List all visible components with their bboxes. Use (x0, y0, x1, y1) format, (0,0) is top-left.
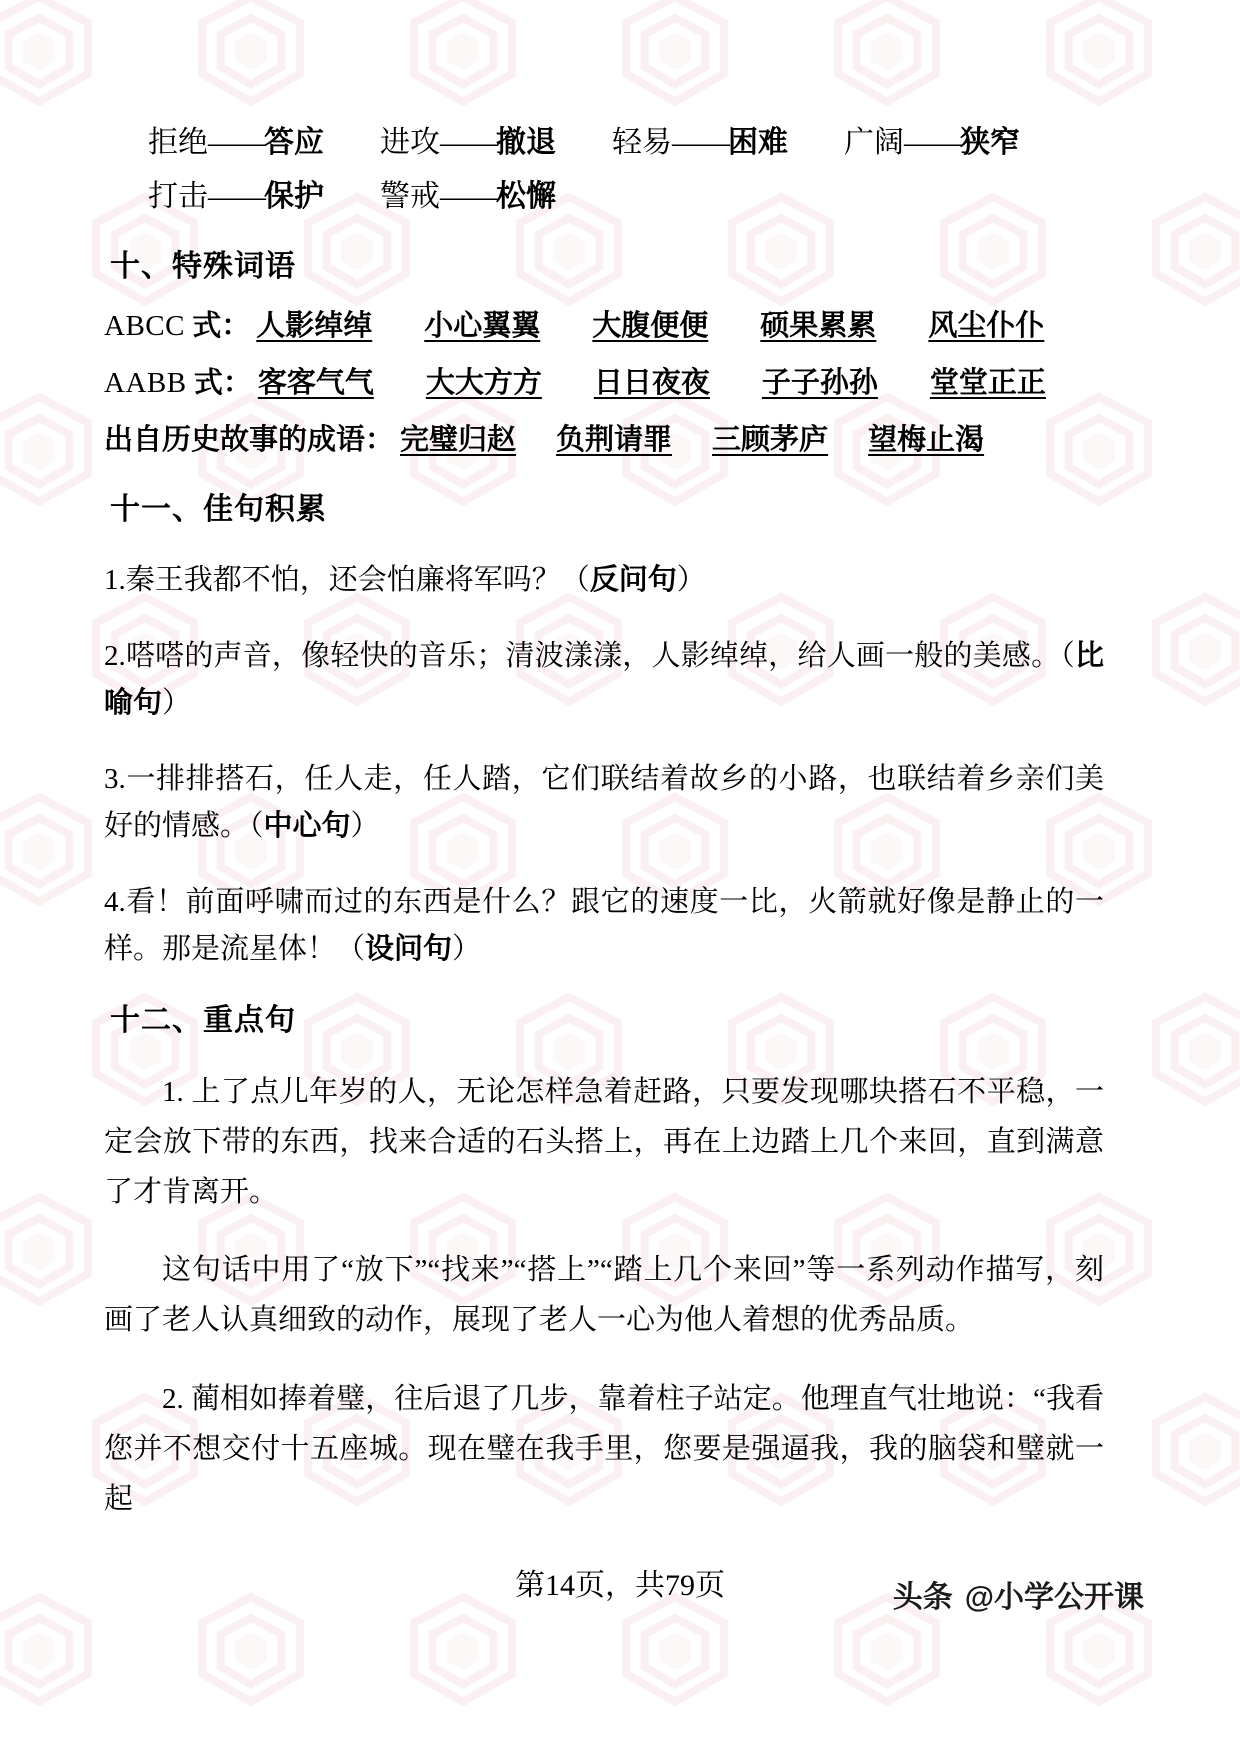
good-sentence-tail: ） (452, 932, 482, 965)
special-word-label-latin: ABCC (104, 310, 185, 342)
good-sentence-text: 秦王我都不怕，还会怕廉将军吗？（ (125, 564, 590, 596)
antonym-dash: —— (208, 179, 264, 213)
page-content (104, 124, 1104, 1531)
special-word-item: 望梅止渴 (868, 424, 985, 456)
section-heading-good-sentences: 十一、佳句积累 (110, 493, 327, 526)
special-word-row-aabb (104, 360, 1104, 401)
special-word-item: 小心翼翼 (424, 310, 541, 342)
antonym-row (104, 178, 1104, 216)
good-sentence-tag: 中心句 (263, 809, 351, 842)
good-sentence-number: 4. (104, 885, 126, 918)
antonym-dash: —— (440, 179, 496, 213)
good-sentence-number: 3. (104, 762, 126, 795)
key-sentence-paragraph: 1. 上了点儿年岁的人，无论怎样急着赶路，只要发现哪块搭石不平稳，一定会放下带的东西，找来合适的石头搭上，再在上边踏上几个来回，直到满意了才肯离开。 (104, 1075, 1104, 1208)
antonym-right: 松懈 (496, 179, 556, 213)
antonym-right: 撤退 (496, 126, 556, 159)
antonym-pair (612, 124, 788, 162)
special-word-label (104, 417, 394, 458)
antonym-dash: —— (208, 126, 264, 159)
good-sentence-tail: ） (676, 564, 706, 596)
antonym-left: 打击 (148, 179, 208, 213)
good-sentence-tail: ） (162, 686, 192, 719)
special-word-item: 大大方方 (425, 367, 542, 399)
special-word-label (104, 303, 250, 344)
special-word-row-abcc (104, 303, 1104, 344)
special-word-items (258, 360, 1046, 401)
special-word-item: 日日夜夜 (593, 367, 710, 399)
attribution (893, 1572, 1144, 1616)
antonym-right: 狭窄 (960, 126, 1020, 159)
good-sentence-item (104, 879, 1104, 973)
antonym-pair (844, 124, 1020, 162)
page-number: 第14页，共79页 (515, 1569, 725, 1602)
antonym-pair (380, 178, 556, 216)
special-word-item: 风尘仆仆 (928, 310, 1045, 342)
special-word-item: 子子孙孙 (761, 367, 878, 399)
key-sentence-paragraph: 2. 蔺相如捧着璧，往后退了几步，靠着柱子站定。他理直气壮地说：“我看您并不想交付十五座城。现在璧在我手里，您要是强逼我，我的脑袋和璧就一起 (104, 1383, 1104, 1515)
special-word-label-cn: 出自历史故事的成语： (104, 424, 395, 456)
special-word-items (256, 303, 1044, 344)
antonym-pair (148, 178, 324, 216)
good-sentence-number: 1. (104, 564, 126, 596)
special-word-label (104, 360, 252, 401)
antonym-right: 保护 (264, 179, 324, 213)
good-sentence-tag: 设问句 (365, 932, 453, 965)
antonym-left: 拒绝 (148, 126, 208, 159)
special-word-label-cn: 式： (192, 310, 251, 342)
antonym-left: 广阔 (844, 126, 904, 159)
attribution-brand: 头条 (892, 1581, 953, 1614)
antonym-left: 轻易 (612, 126, 672, 159)
antonym-row (104, 124, 1104, 162)
antonym-right: 困难 (728, 126, 788, 159)
antonym-dash: —— (440, 126, 496, 159)
good-sentence-number: 2. (104, 639, 126, 672)
antonym-left: 进攻 (380, 126, 440, 159)
section-heading-special-words: 十、特殊词语 (110, 250, 296, 283)
good-sentence-tag: 比喻句 (104, 639, 1104, 719)
good-sentence-tail: ） (350, 809, 380, 842)
antonym-dash: —— (904, 126, 960, 159)
special-word-item: 负荆请罪 (556, 424, 673, 456)
good-sentence-item (104, 633, 1104, 727)
key-sentence-analysis: 这句话中用了“放下”“找来”“搭上”“踏上几个来回”等一系列动作描写，刻画了老人认真细致的动作，展现了老人一心为他人着想的优秀品质。 (104, 1254, 1104, 1337)
special-word-item: 硕果累累 (760, 310, 877, 342)
good-sentence-text: 嗒嗒的声音，像轻快的音乐；清波漾漾，人影绰绰，给人画一般的美感。（ (125, 639, 1075, 672)
good-sentence-text: 一排排搭石，任人走，任人踏，它们联结着故乡的小路，也联结着乡亲们美好的情感。（ (104, 762, 1104, 842)
antonym-right: 答应 (264, 126, 324, 159)
special-word-items (400, 417, 1024, 458)
special-word-item: 大腹便便 (592, 310, 709, 342)
special-word-item: 三顾茅庐 (712, 424, 829, 456)
special-word-item: 完璧归赵 (400, 424, 517, 456)
antonym-pair (148, 124, 324, 162)
special-word-row-history-idioms (104, 417, 1104, 458)
good-sentence-item (104, 557, 1104, 604)
antonym-pair (380, 124, 556, 162)
attribution-handle: @小学公开课 (964, 1581, 1144, 1614)
good-sentence-item (104, 756, 1104, 850)
special-word-item: 客客气气 (257, 367, 374, 399)
special-word-label-latin: AABB (104, 367, 187, 399)
special-word-item: 堂堂正正 (929, 367, 1046, 399)
special-word-item: 人影绰绰 (256, 310, 373, 342)
section-heading-key-sentences: 十二、重点句 (110, 1003, 296, 1037)
antonym-left: 警戒 (380, 179, 440, 213)
antonym-dash: —— (672, 126, 728, 159)
good-sentence-text: 看！前面呼啸而过的东西是什么？跟它的速度一比，火箭就好像是静止的一样。那是流星体！（ (104, 885, 1104, 965)
special-word-label-cn: 式： (193, 367, 252, 399)
good-sentence-tag: 反问句 (589, 564, 677, 596)
